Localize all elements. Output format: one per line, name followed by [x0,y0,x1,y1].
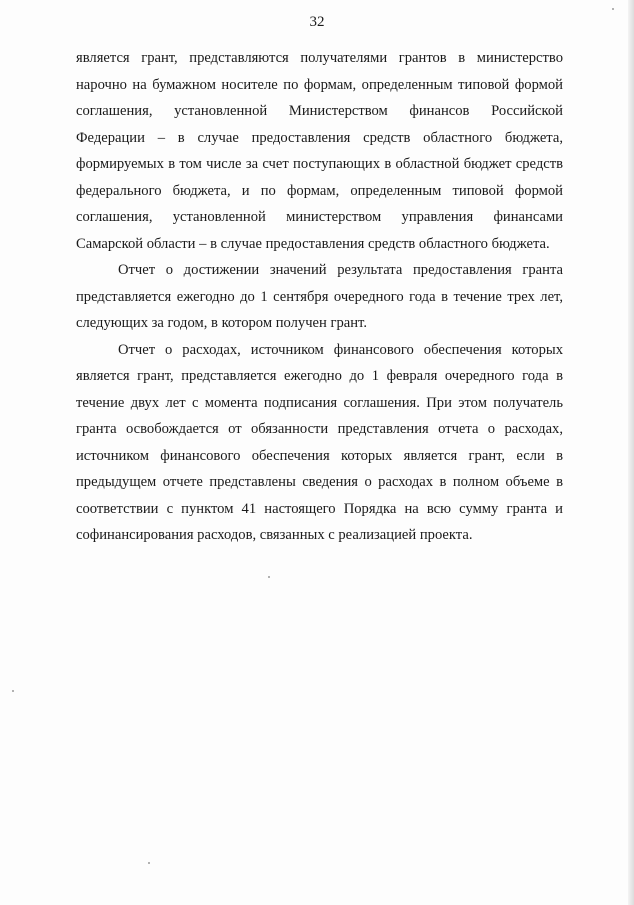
scan-speck [268,576,270,578]
page-edge-shadow [628,0,634,905]
scan-speck [148,862,150,864]
paragraph-result-report: Отчет о достижении значений результата предоставления гранта представляется ежегодно до 1 сентября очередного года в течение трех лет, следующих за годом, в котором получен грант. [76,262,563,331]
document-body [76,45,563,549]
paragraph-expense-report: Отчет о расходах, источником финансового обеспечения которых является грант, представляется ежегодно до 1 февраля очередного года в течение двух лет с момента подписания соглашения. При этом получатель гранта освобождается от обязанности представления отчета о расходах, источником финансового обеспечения которых является грант, если в предыдущем отчете представлены сведения о расходах в полном объеме в соответствии с пунктом 41 настоящего Порядка на всю сумму гранта и софинансирования расходов, связанных с реализацией проекта. [76,341,563,543]
scan-speck [612,8,614,10]
page-number: 32 [309,14,325,30]
paragraph-continuation: является грант, представляются получателями грантов в министерство нарочно на бумажном носителе по формам, определенным типовой формой соглашения, установленной Министерством финансов Российской Федерации – в случае предоставления средств областного бюджета, формируемых в том числе за счет поступающих в областной бюджет средств федерального бюджета, и по формам, определенным типовой формой соглашения, установленной министерством управления финансами Самарской области – в случае предоставления средств областного бюджета. [76,50,563,252]
scan-speck [12,690,14,692]
